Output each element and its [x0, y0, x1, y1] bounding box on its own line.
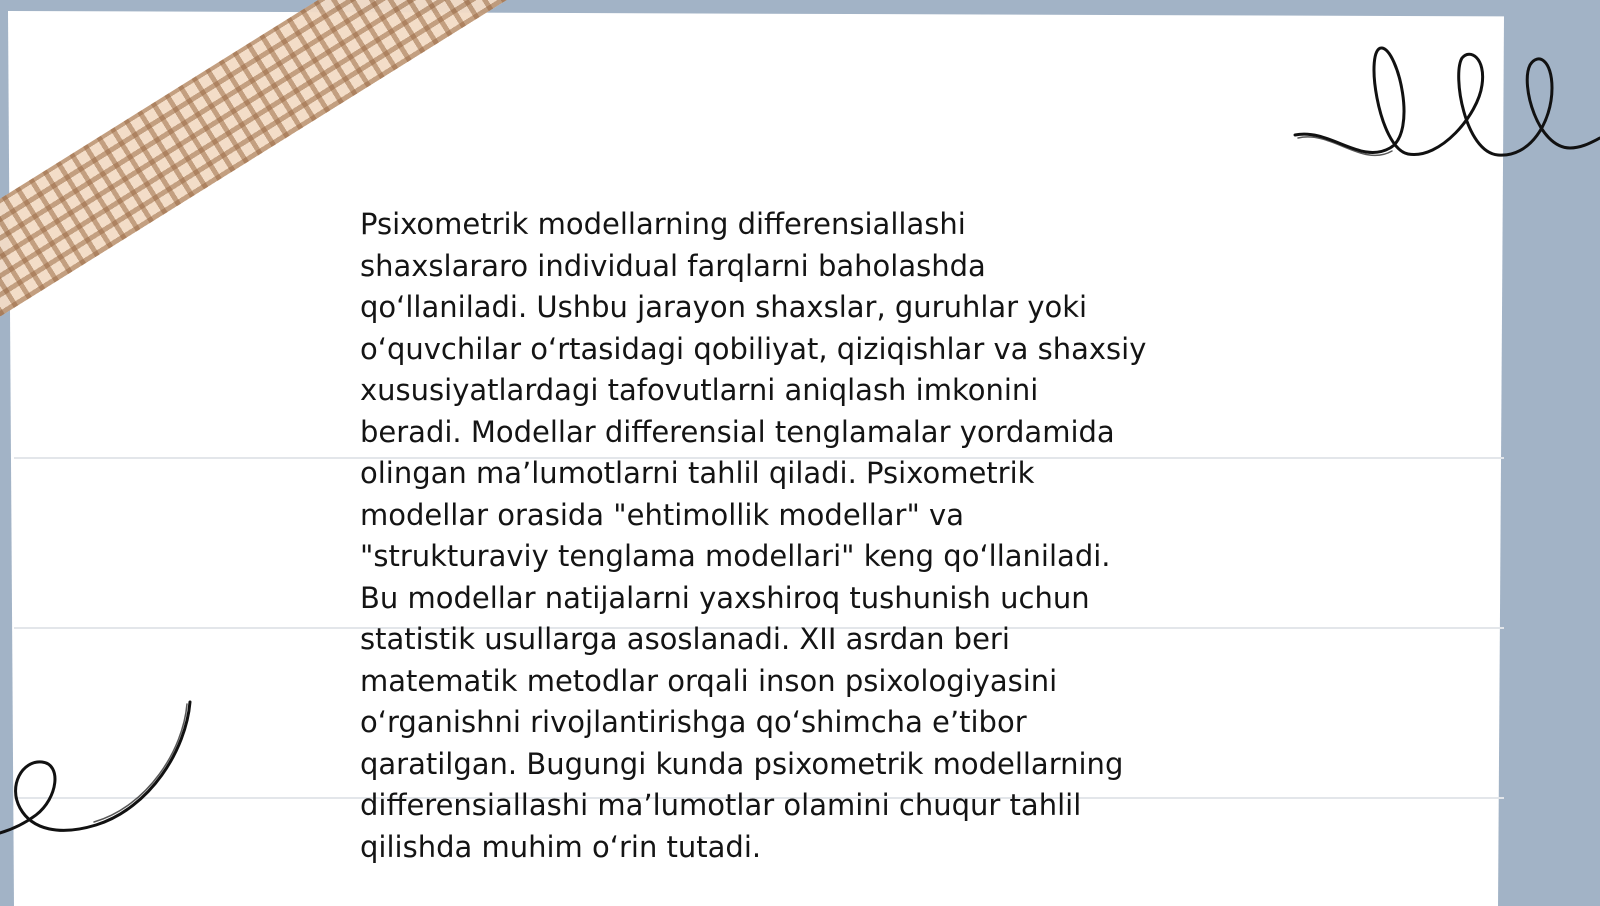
- swirl-scribble-icon: [0, 690, 200, 850]
- loop-scribble-icon: [1290, 30, 1600, 170]
- body-paragraph: Psixometrik modellarning differensiallashi shaxslararo individual farqlarni baholashda qo‘llaniladi. Ushbu jarayon shaxslar, guruhlar yoki o‘quvchilar o‘rtasidagi qobiliyat, qiziqishlar va shaxsiy xususiyatlardagi tafovutlarni aniqlash imkonini beradi. Modellar differensial tenglamalar yordamida olingan ma’lumotlarni tahlil qiladi. Psixometrik modellar orasida "ehtimollik modellar" va "strukturaviy tenglama modellari" keng qo‘llaniladi. Bu modellar natijalarni yaxshiroq tushunish uchun statistik usullarga asoslanadi. XII asrdan beri matematik metodlar orqali inson psixologiyasini o‘rganishni rivojlantirishga qo‘shimcha e’tibor qaratilgan. Bugungi kunda psixometrik modellarning differensiallashi ma’lumotlar olamini chuqur tahlil qilishda muhim o‘rin tutadi.: [360, 207, 1147, 864]
